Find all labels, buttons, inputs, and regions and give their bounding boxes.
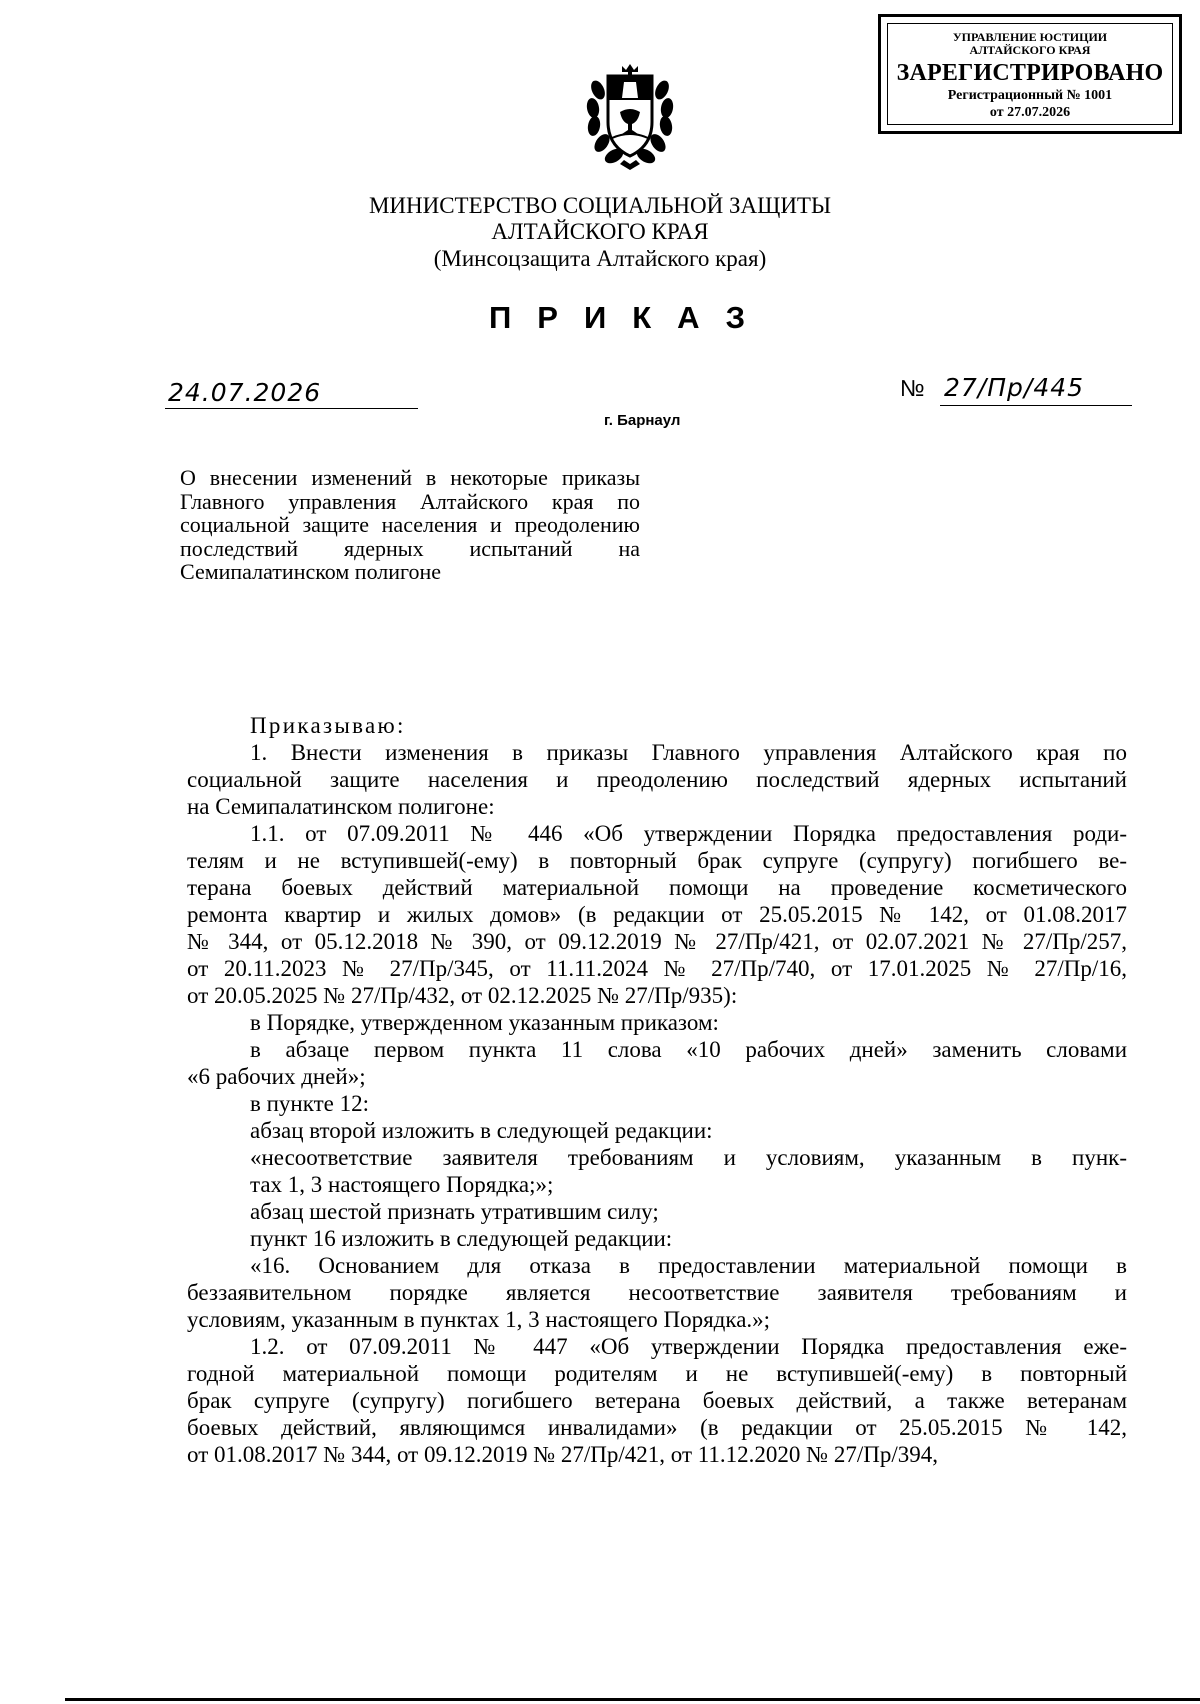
body-line: 1.1. от 07.09.2011 № 446 «Об утверждении Порядка предоставления роди- xyxy=(250,821,1127,846)
body-line: «несоответствие заявителя требованиям и условиям, указанным в пунк- xyxy=(250,1145,1127,1170)
city-name: г. Барнаул xyxy=(604,412,681,429)
stamp-organization xyxy=(888,31,1172,57)
body-line: абзац второй изложить в следующей редакции: xyxy=(250,1118,713,1143)
body-line: в Порядке, утвержденном указанным приказом: xyxy=(250,1010,719,1035)
body-line: от 20.11.2023 № 27/Пр/345, от 11.11.2024 № 27/Пр/740, от 17.01.2025 № 27/Пр/16, xyxy=(187,956,1127,981)
body-line: от 20.05.2025 № 27/Пр/432, от 02.12.2025 № 27/Пр/935): xyxy=(187,983,738,1008)
ministry-short-name: (Минсоцзащита Алтайского края) xyxy=(433,246,767,271)
body-line: 1.2. от 07.09.2011 № 447 «Об утверждении Порядка предоставления еже- xyxy=(250,1334,1127,1359)
page-bottom-rule xyxy=(65,1698,1200,1701)
order-number: 27/Пр/445 xyxy=(944,373,1085,402)
registration-stamp xyxy=(878,14,1182,134)
body-line: в абзаце первом пункта 11 слова «10 рабочих дней» заменить словами xyxy=(250,1037,1127,1062)
ministry-name-line2: АЛТАЙСКОГО КРАЯ xyxy=(491,219,709,244)
body-line: на Семипалатинском полигоне: xyxy=(187,794,495,819)
body-line: 1. Внести изменения в приказы Главного управления Алтайского края по xyxy=(250,740,1127,765)
ministry-name-line1: МИНИСТЕРСТВО СОЦИАЛЬНОЙ ЗАЩИТЫ xyxy=(368,193,832,218)
order-subject: О внесении изменений в некоторые приказы Главного управления Алтайского края по социальной защите населения и преодолению последствий ядерных испытаний на Семипалатинском полигоне xyxy=(180,465,640,584)
body-line: годной материальной помощи родителям и не вступившей(-ему) в повторный xyxy=(187,1361,1127,1386)
body-line: брак супруге (супругу) погибшего ветерана боевых действий, а также ветеранам xyxy=(187,1388,1127,1413)
body-line: телям и не вступившей(-ему) в повторный брак супруге (супругу) погибшего ве- xyxy=(187,848,1127,873)
body-lines xyxy=(187,739,1127,1468)
stamp-org-line2: АЛТАЙСКОГО КРАЯ xyxy=(969,43,1091,57)
stamp-org-line1: УПРАВЛЕНИЕ ЮСТИЦИИ xyxy=(952,30,1108,44)
stamp-reg-date: от 27.07.2026 xyxy=(989,105,1071,120)
order-date: 24.07.2026 xyxy=(168,378,322,407)
body-line: в пункте 12: xyxy=(250,1091,369,1116)
date-underline xyxy=(165,408,418,409)
body-line: боевых действий, являющимся инвалидами» (в редакции от 25.05.2015 № 142, xyxy=(187,1415,1127,1440)
order-body xyxy=(187,712,1127,1468)
body-line: «6 рабочих дней»; xyxy=(187,1064,366,1089)
stamp-reg-number: Регистрационный № 1001 xyxy=(947,88,1113,103)
body-line: пункт 16 изложить в следующей редакции: xyxy=(250,1226,673,1251)
body-line: тах 1, 3 настоящего Порядка;»; xyxy=(250,1172,554,1197)
body-line: беззаявительном порядке является несоответствие заявителя требованиям и xyxy=(187,1280,1127,1305)
body-line: терана боевых действий материальной помощи на проведение косметического xyxy=(187,875,1127,900)
coat-of-arms-icon xyxy=(584,60,676,172)
body-line: абзац шестой признать утратившим силу; xyxy=(250,1199,659,1224)
stamp-status: ЗАРЕГИСТРИРОВАНО xyxy=(896,60,1164,86)
body-lead xyxy=(187,712,1127,739)
number-underline xyxy=(940,405,1132,406)
body-line: от 01.08.2017 № 344, от 09.12.2019 № 27/Пр/421, от 11.12.2020 № 27/Пр/394, xyxy=(187,1442,939,1467)
body-line: ремонта квартир и жилых домов» (в редакции от 25.05.2015 № 142, от 01.08.2017 xyxy=(187,902,1127,927)
body-line: социальной защите населения и преодолению последствий ядерных испытаний xyxy=(187,767,1127,792)
number-sign: № xyxy=(900,375,925,401)
stamp-inner-frame xyxy=(887,23,1173,125)
body-line: «16. Основанием для отказа в предоставлении материальной помощи в xyxy=(250,1253,1127,1278)
document-type-title: ПРИКАЗ xyxy=(489,300,771,335)
lead-word: Приказываю: xyxy=(250,713,406,738)
body-line: условиям, указанным в пунктах 1, 3 настоящего Порядка.»; xyxy=(187,1307,771,1332)
body-line: № 344, от 05.12.2018 № 390, от 09.12.2019 № 27/Пр/421, от 02.07.2021 № 27/Пр/257, xyxy=(187,929,1127,954)
